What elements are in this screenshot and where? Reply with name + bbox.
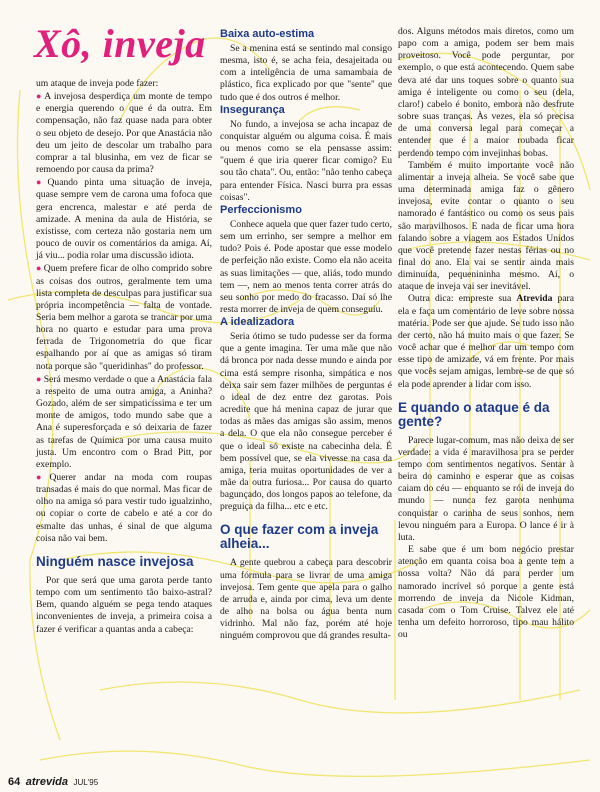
paragraph: Se a menina está se sentindo mal consigo mesma, isto é, se acha feia, desajeitada ou com a inteligência de uma samambaia de plástico, fica explicado por que "sente" que tudo que é dos outros é melhor.	[220, 43, 392, 103]
subheading-perfeccionismo: Perfeccionismo	[220, 203, 302, 216]
bullet-icon: ●	[36, 373, 42, 384]
paragraph: Seria ótimo se tudo pudesse ser da forma que a gente imagina. Ter uma mãe que não dá bronca por nada desse mundo e ainda por cima está sempre risonha, simpática e nos deixa sair sem fazer milhões de perguntas é o ideal de dez entre dez garotas. Pois acredite que há menina capaz de jurar que todas as mães das amigas são assim, menos a dela. O que ela não consegue perceber é que o ideal só existe na cabecinha dela. É bem possível que, se ela vivesse na casa da amiga, teria muitas oportunidades de ver a mãe da outra furiosa... Por causa do quarto bagunçado, dos longos papos ao telefone, da preguiça da filha... etc e etc.	[220, 331, 392, 513]
paragraph: A gente quebrou a cabeça para descobrir uma fórmula para se livrar de uma amiga invejosa. Tem gente que apela para o galho de arruda e, ainda por cima, leva um dente de alho na bolsa ou água benta num vidrinho. Mal não faz, porém até hoje ninguém comprovou que dá grandes resulta-	[220, 557, 392, 642]
intro-text: um ataque de inveja pode fazer:	[36, 78, 159, 89]
bullet-icon: ●	[36, 472, 48, 482]
paragraph: Por que será que uma garota perde tanto tempo com um sentimento tão baixo-astral? Bem, quando alguém se pega tendo ataques inconvenientes de inveja, a primeira coisa a fazer é verificar a quantas anda a cabeça:	[36, 574, 212, 635]
subheading-idealizadora: A idealizadora	[220, 316, 295, 329]
subheading-baixa-auto-estima: Baixa auto-estima	[220, 28, 315, 40]
issue-date: JUL'95	[73, 778, 99, 787]
magazine-name: atrevida	[25, 776, 68, 788]
paragraph: dos. Alguns métodos mais diretos, como um papo com a amiga, podem ser bem mais proveitoso. Você pode perguntar, por exemplo, o que está acontecendo. Quem sabe deva até dar uns toques sobre o quanto sua amiga é inteligente ou como o seu (dela, claro!) cabelo é bonito, embora não desfrute sobre suas tranças. Às vezes, ela só precisa de uma conversa legal para começar a entender que é a maior roubada ficar perdendo tempo com invejinhas bobas.	[398, 26, 574, 159]
page-number: 64	[8, 776, 21, 788]
section-heading-ataque: E quando o ataque é da gente?	[398, 399, 550, 429]
bullet-icon: ●	[36, 91, 43, 102]
paragraph: Parece lugar-comum, mas não deixa de ser verdade: a vida é maravilhosa pra se perder tempo com sentimentos negativos. Sentar à beira do caminho e esperar que as coisas caiam do céu — enquanto se rói de inveja do mundo — nunca fez garota nenhuma conquistar o carinha de seus sonhos, nem levou ninguém para a Europa. O lance é ir à luta.	[398, 434, 574, 543]
bullet-item: ● Quando pinta uma situação de inveja, quase sempre vem de carona uma fofoca que gera encrenca, malestar e até perda de amizade. A menina da aula de História, se existisse, com certeza não gostaria nem um pouco de ouvir os comentários da amiga. Aí, já viu... podia rolar uma discussão idiota.	[36, 177, 212, 262]
bullet-item: ● A invejosa desperdiça um monte de tempo e energia querendo o que é da outra. Em compensação, não faz quase nada para obter o seu objeto de desejo. Por que Anastácia não deu um jeito de descolar um trabalho para comprar a tal blusinha, em vez de ficar se remoendo por causa da prima?	[36, 91, 212, 176]
article-title: Xô, inveja	[34, 21, 206, 66]
paragraph: No fundo, a invejosa se acha incapaz de conquistar alguém ou alguma coisa. É mais ou menos como se ela pensasse assim: "quem é que iria querer ficar comigo? Eu sou tão chata". Ou, então: "não tenho cabeça para entender Física. Nasci burra pra essas coisas".	[220, 118, 392, 203]
magazine-name-inline: Atrevida	[516, 293, 553, 305]
paragraph: Outra dica: empreste sua Atrevida para ela e faça um comentário de leve sobre nossa matéria. Pode ser que ajude. Se tudo isso não der certo, não há muito mais o que fazer. Se você achar que é melhor dar um tempo com esse tipo de amizade, vá em frente. Por mais que vocês sejam amigas, lembre-se de que só ela pode aprender a lidar com isso.	[398, 293, 574, 390]
paragraph: Também é muito importante você não alimentar a inveja alheia. Se você sabe que uma determinada amiga faz o gênero invejosa, evite contar o quanto o seu namorado é fantástico ou como os seus pais são maravilhosos. E nada de ficar uma hora falando sobre a viagem aos Estados Unidos que você pretende fazer nestas férias ou no final do ano. Ela vai se sentir ainda mais diminuída, pequenininha mesmo. Aí, o ataque de inveja vai ser inevitável.	[398, 159, 574, 293]
paragraph: Conhece aquela que quer fazer tudo certo, sem um errinho, ser sempre a melhor em tudo? Pois é. Pode apostar que esse modelo de perfeição não existe. Como ela não aceita as suas limitações — que, aliás, todo mundo tem —, nem ao menos tenta correr atrás do seu sonho por medo do fracasso. Daí só lhe resta morrer de inveja de quem conseguiu.	[220, 218, 392, 315]
bullet-icon: ●	[36, 263, 42, 274]
subheading-inseguranca: Insegurança	[220, 103, 285, 116]
bullet-icon: ●	[36, 177, 46, 188]
section-heading-inveja-alheia: O que fazer com a inveja alheia...	[220, 522, 379, 552]
bullet-item: ● Será mesmo verdade o que a Anastácia fala a respeito de uma outra amiga, a Aninha? Gozado, além de ser simpaticíssima e ter um monte de amigos, todo mundo sabe que a Ana é superesforçada e só deixaria de fazer as tarefas de Química por uma causa muito justa. Um encontro com o Brad Pitt, por exemplo.	[36, 373, 212, 470]
column-1	[36, 78, 212, 636]
bullet-item: ● Quem prefere ficar de olho comprido sobre as coisas dos outros, geralmente tem uma lista completa de desculpas para justificar sua própria incompetência — falta de vontade. Seria bem melhor a garota se trancar por uma hora no quarto e estudar para uma prova ferrada de Trigonometria do que ficar espalhando por aí que as amigas só tiram nota porque são "queridinhas" do professor.	[36, 263, 212, 372]
bullet-item: ● Querer andar na moda com roupas transadas é mais do que normal. Mas ficar de olho na amiga só para vestir tudo igualzinho, ou copiar o corte de cabelo e até a cor do esmalte das unhas, é sinal de que alguma coisa não vai bem.	[36, 472, 212, 544]
section-heading-ninguem: Ninguém nasce invejosa	[36, 553, 194, 569]
column-2	[220, 28, 392, 643]
page-footer	[8, 776, 98, 788]
column-3	[398, 26, 574, 641]
paragraph: E sabe que é um bom negócio prestar atenção em quanta coisa boa a gente tem a nossa volta? Não dá para perder um namorado incrível só porque a gente está morrendo de inveja da Nicole Kidman, casada com o Tom Cruise. Talvez ele até tenha um defeito horroroso, tipo mau hálito ou	[398, 544, 574, 641]
